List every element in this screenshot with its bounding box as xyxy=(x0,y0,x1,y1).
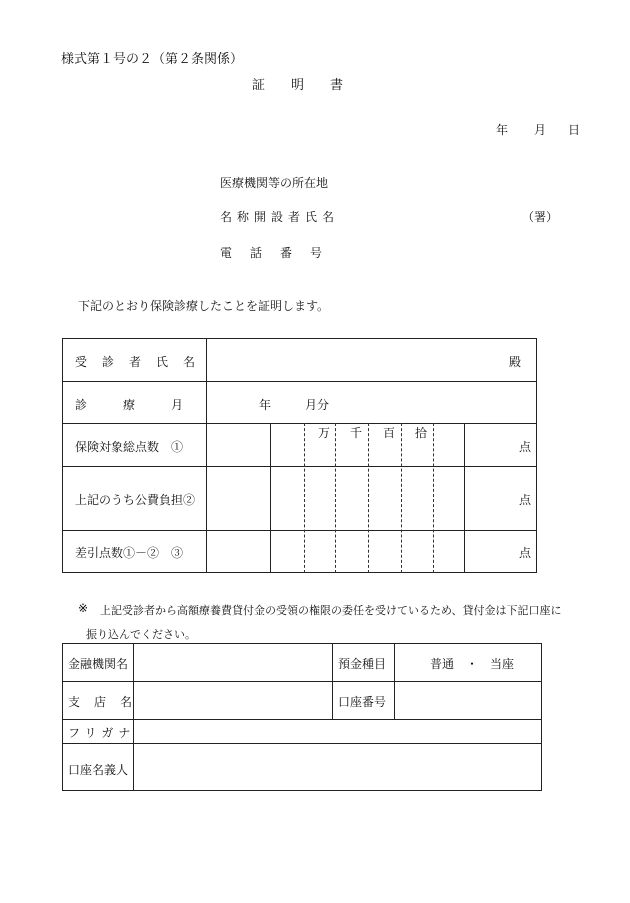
document-title: 証 明 書 xyxy=(252,78,344,93)
row-public-label: 上記のうち公費負担② xyxy=(75,493,196,507)
name-label xyxy=(220,208,340,225)
note-line-1: 上記受診者から高額療養費貸付金の受領の権限の委任を受けているため、貸付金は下記口座に xyxy=(100,604,562,617)
digit-header-hyaku: 百 xyxy=(383,426,396,440)
deposit-type-label: 預金種目 xyxy=(338,657,387,671)
digit-header-man: 万 xyxy=(318,426,331,440)
seal-label: （署） xyxy=(522,210,559,224)
month-label: 診療月 xyxy=(75,398,220,412)
name-label-text: 名称開設者氏名 xyxy=(220,210,340,224)
holder-label: 口座名義人 xyxy=(68,763,129,777)
deposit-options: 普通 ・ 当座 xyxy=(430,657,515,671)
branch-label: 支店名 xyxy=(68,695,147,709)
bank-label: 金融機関名 xyxy=(68,657,129,671)
account-number-label: 口座番号 xyxy=(338,695,387,709)
patient-label: 受診者氏名 xyxy=(75,355,211,369)
row-total-label: 保険対象総点数 ① xyxy=(75,440,184,454)
phone-label: 電話番号 xyxy=(220,246,341,260)
month-month: 月分 xyxy=(305,398,330,412)
furigana-label: フリガナ xyxy=(68,726,136,740)
note-mark: ※ xyxy=(78,601,89,615)
row-diff-unit: 点 xyxy=(519,546,532,560)
form-number: 様式第１号の２（第２条関係） xyxy=(61,52,244,67)
date-month: 月 xyxy=(534,123,547,137)
patient-suffix: 殿 xyxy=(509,355,522,369)
row-diff-label: 差引点数①－② ③ xyxy=(75,546,184,560)
row-total-unit: 点 xyxy=(519,440,532,454)
main-table xyxy=(62,338,537,573)
date-day: 日 xyxy=(568,123,581,137)
note-line-2: 振り込んでください。 xyxy=(86,628,196,641)
digit-header-sen: 千 xyxy=(350,426,363,440)
month-year: 年 xyxy=(259,398,272,412)
address-label: 医療機関等の所在地 xyxy=(220,176,329,190)
statement: 下記のとおり保険診療したことを証明します。 xyxy=(78,299,330,313)
row-public-unit: 点 xyxy=(519,493,532,507)
date-year: 年 xyxy=(496,123,509,137)
digit-header-juu: 拾 xyxy=(415,426,428,440)
